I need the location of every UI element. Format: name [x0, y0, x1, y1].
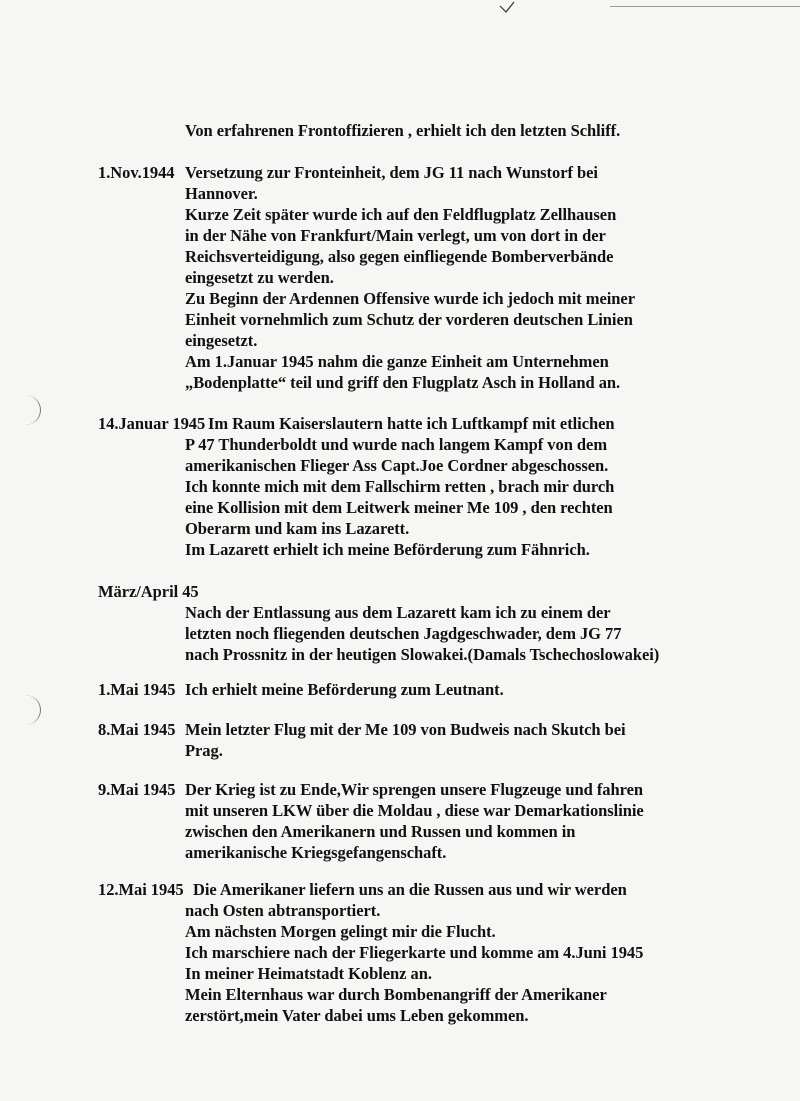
entry-line: Versetzung zur Fronteinheit, dem JG 11 nach Wunstorf bei [185, 163, 598, 182]
intro-line: Von erfahrenen Frontoffizieren , erhielt ich den letzten Schliff. [185, 121, 621, 140]
entry-line: Reichsverteidigung, also gegen einfliegende Bomberverbände [185, 247, 614, 266]
entry-date: 12.Mai 1945 [98, 880, 184, 899]
entry-line: Einheit vornehmlich zum Schutz der vorderen deutschen Linien [185, 310, 633, 329]
entry-line: Der Krieg ist zu Ende,Wir sprengen unsere Flugzeuge und fahren [185, 780, 644, 799]
entry-date: 8.Mai 1945 [98, 720, 176, 739]
entry-date: 9.Mai 1945 [98, 780, 176, 799]
entry-date: 1.Nov.1944 [98, 163, 175, 182]
check-mark-icon [498, 0, 516, 16]
entry-line: Am nächsten Morgen gelingt mir die Flucht. [185, 922, 496, 941]
entry-line: amerikanische Kriegsgefangenschaft. [185, 843, 447, 862]
entry-line: nach Prossnitz in der heutigen Slowakei.(Damals Tschechoslowakei) [185, 645, 660, 664]
entry-line: „Bodenplatte“ teil und griff den Flugplatz Asch in Holland an. [185, 373, 621, 392]
entry-line: eine Kollision mit dem Leitwerk meiner Me 109 , den rechten [185, 498, 613, 517]
entry-line: Mein Elternhaus war durch Bombenangriff der Amerikaner [185, 985, 607, 1004]
entry-date: 14.Januar 1945 [98, 414, 206, 433]
entry-line: P 47 Thunderboldt und wurde nach langem Kampf von dem [185, 435, 608, 454]
entry-line: Oberarm und kam ins Lazarett. [185, 519, 410, 538]
entry-line: nach Osten abtransportiert. [185, 901, 381, 920]
entry-date: 1.Mai 1945 [98, 680, 176, 699]
entry-line: Nach der Entlassung aus dem Lazarett kam ich zu einem der [185, 603, 611, 622]
entry-line: zwischen den Amerikanern und Russen und kommen in [185, 822, 576, 841]
entry-date: März/April 45 [98, 582, 199, 601]
entry-line: Im Raum Kaiserslautern hatte ich Luftkampf mit etlichen [208, 414, 615, 433]
entry-line: Mein letzter Flug mit der Me 109 von Budweis nach Skutch bei [185, 720, 626, 739]
punch-hole-upper [10, 395, 41, 425]
entry-line: Im Lazarett erhielt ich meine Beförderung zum Fähnrich. [185, 540, 590, 559]
entry-line: Die Amerikaner liefern uns an die Russen aus und wir werden [193, 880, 627, 899]
entry-line: in der Nähe von Frankfurt/Main verlegt, um von dort in der [185, 226, 606, 245]
entry-line: Ich erhielt meine Beförderung zum Leutnant. [185, 680, 504, 699]
entry-line: Prag. [185, 741, 223, 760]
entry-line: amerikanischen Flieger Ass Capt.Joe Cordner abgeschossen. [185, 456, 609, 475]
entry-line: Ich konnte mich mit dem Fallschirm retten , brach mir durch [185, 477, 615, 496]
entry-line: Hannover. [185, 184, 258, 203]
entry-line: Zu Beginn der Ardennen Offensive wurde ich jedoch mit meiner [185, 289, 635, 308]
entry-line: zerstört,mein Vater dabei ums Leben gekommen. [185, 1006, 529, 1025]
entry-line: Ich marschiere nach der Fliegerkarte und komme am 4.Juni 1945 [185, 943, 644, 962]
scan-edge-line [610, 6, 800, 7]
punch-hole-lower [10, 695, 41, 725]
entry-line: In meiner Heimatstadt Koblenz an. [185, 964, 432, 983]
entry-line: eingesetzt. [185, 331, 258, 350]
entry-line: Am 1.Januar 1945 nahm die ganze Einheit am Unternehmen [185, 352, 609, 371]
entry-line: letzten noch fliegenden deutschen Jagdgeschwader, dem JG 77 [185, 624, 622, 643]
entry-line: eingesetzt zu werden. [185, 268, 334, 287]
entry-line: mit unseren LKW über die Moldau , diese war Demarkationslinie [185, 801, 644, 820]
entry-line: Kurze Zeit später wurde ich auf den Feldflugplatz Zellhausen [185, 205, 617, 224]
